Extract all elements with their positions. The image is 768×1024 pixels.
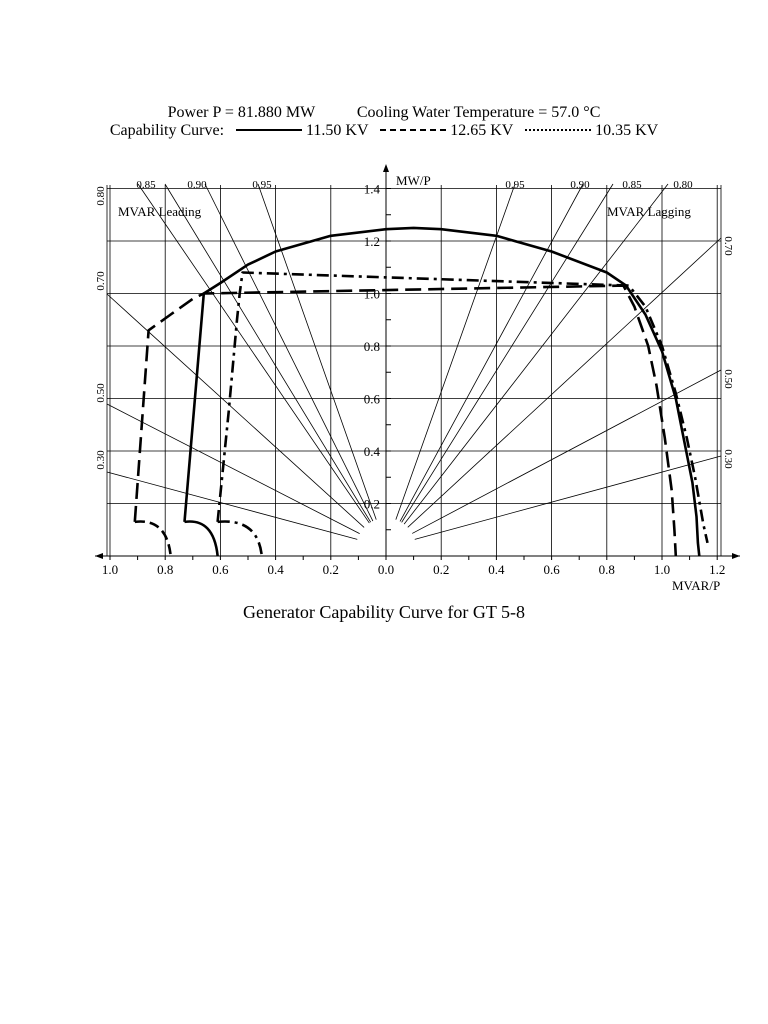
y-axis-label: MW/P bbox=[396, 173, 431, 188]
pf-label-right: 0.30 bbox=[722, 449, 734, 469]
pf-label-left: 0.30 bbox=[95, 450, 107, 470]
pf-label-right: 0.50 bbox=[722, 369, 734, 389]
x-axis-arrow-right bbox=[732, 553, 740, 559]
pf-ray-lagging bbox=[396, 184, 515, 520]
legend-item-12-65-kv: 12.65 KV bbox=[450, 122, 514, 139]
pf-ray-lagging bbox=[402, 184, 613, 522]
legend-item-10-35-kv: 10.35 KV bbox=[595, 122, 659, 139]
x-tick-label: 0.4 bbox=[488, 562, 505, 577]
pf-label-left: 0.50 bbox=[95, 383, 107, 403]
x-tick-label: 1.0 bbox=[101, 562, 119, 577]
pf-label-top-lagging: 0.90 bbox=[570, 179, 590, 191]
x-tick-label: 0.2 bbox=[322, 562, 339, 577]
x-tick-label: 0.6 bbox=[543, 562, 560, 577]
x-tick-label: 0.0 bbox=[377, 562, 395, 577]
pf-label-top-leading: 0.90 bbox=[187, 179, 207, 191]
y-tick-label: 0.6 bbox=[363, 391, 380, 407]
region-label-lagging: MVAR Lagging bbox=[607, 204, 691, 219]
power-label: Power P = 81.880 MW bbox=[167, 104, 315, 121]
legend-title: Capability Curve: bbox=[109, 122, 225, 139]
x-tick-label: 0.4 bbox=[267, 562, 284, 577]
pf-label-top-leading: 0.85 bbox=[136, 179, 156, 191]
curve-rotor-limit-hook bbox=[185, 521, 218, 556]
x-tick-label: 1.2 bbox=[709, 562, 726, 577]
y-tick-label: 1.4 bbox=[363, 181, 380, 197]
y-axis-arrow bbox=[383, 164, 389, 172]
cooling-water-label: Cooling Water Temperature = 57.0 °C bbox=[356, 104, 601, 121]
x-tick-label: 1.0 bbox=[653, 562, 671, 577]
curve-12-65-kv bbox=[135, 286, 676, 556]
curve-rotor-limit-hook bbox=[218, 521, 262, 556]
pf-ray-lagging bbox=[408, 238, 721, 527]
pf-ray-leading bbox=[107, 404, 360, 534]
curve-11-50-kv bbox=[185, 228, 700, 556]
y-tick-label: 1.0 bbox=[363, 286, 380, 302]
x-tick-label: 0.2 bbox=[433, 562, 450, 577]
legend-item-11-50-kv: 11.50 KV bbox=[306, 122, 369, 139]
pf-ray-lagging bbox=[404, 184, 668, 524]
pf-label-left: 0.80 bbox=[95, 186, 107, 206]
region-label-leading: MVAR Leading bbox=[118, 204, 202, 219]
pf-label-top-lagging: 0.95 bbox=[505, 179, 525, 191]
pf-label-top-lagging: 0.80 bbox=[673, 179, 693, 191]
y-tick-label: 0.8 bbox=[363, 339, 380, 354]
pf-label-left: 0.70 bbox=[95, 271, 107, 291]
x-tick-label: 0.8 bbox=[157, 562, 174, 577]
y-tick-label: 0.4 bbox=[363, 444, 380, 459]
pf-label-right: 0.70 bbox=[722, 236, 734, 256]
x-tick-label: 0.8 bbox=[598, 562, 615, 577]
x-tick-label: 0.6 bbox=[212, 562, 229, 577]
y-tick-label: 1.2 bbox=[363, 234, 380, 249]
x-axis-arrow-left bbox=[95, 553, 103, 559]
pf-label-top-lagging: 0.85 bbox=[622, 179, 642, 191]
pf-label-top-leading: 0.95 bbox=[252, 179, 272, 191]
chart-axes bbox=[95, 164, 740, 560]
pf-ray-leading bbox=[107, 472, 357, 539]
chart-caption: Generator Capability Curve for GT 5-8 bbox=[242, 602, 526, 622]
x-axis-label: MVAR/P bbox=[672, 578, 721, 593]
y-tick-label: 0.2 bbox=[363, 496, 380, 512]
